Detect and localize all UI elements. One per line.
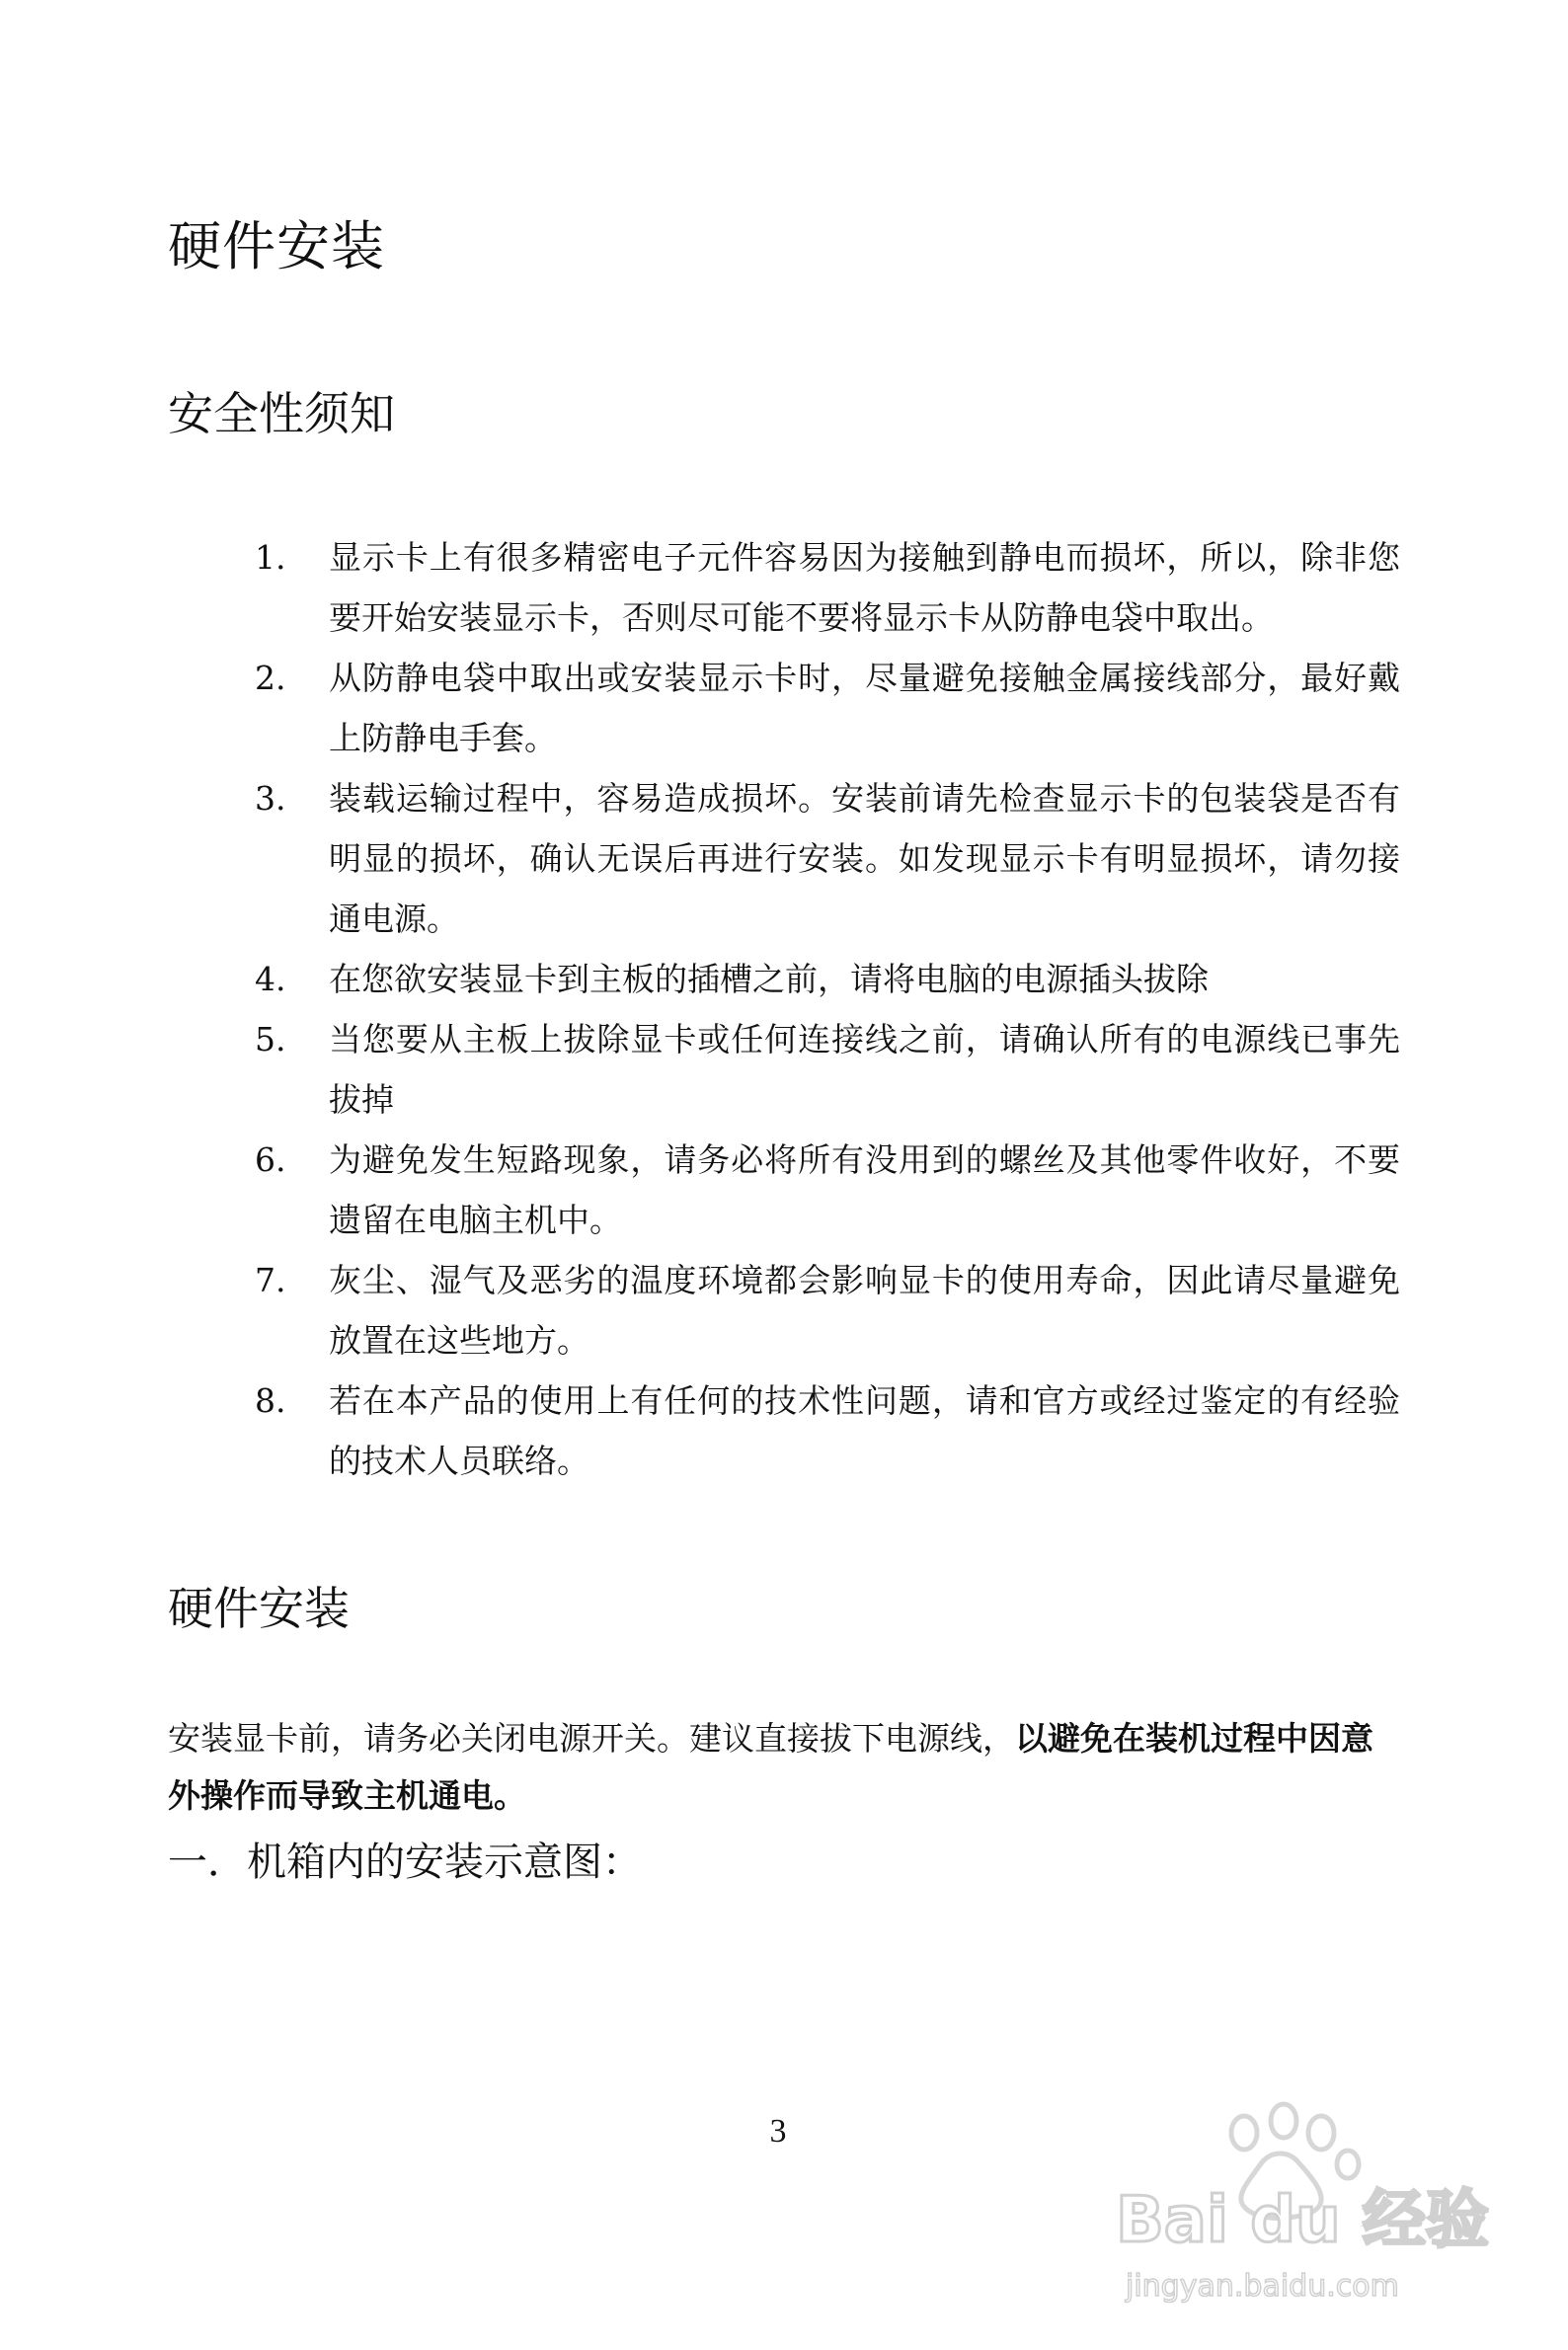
install-paragraph — [168, 1710, 1402, 1825]
list-item-number: 6. — [255, 1140, 286, 1179]
page-number: 3 — [769, 2113, 787, 2150]
watermark-url: jingyan.baidu.com — [1126, 2269, 1399, 2304]
watermark-brand: Bai du 经验 — [1116, 2184, 1489, 2257]
baidu-jingyan-watermark — [1096, 2093, 1491, 2320]
page-title: 硬件安装 — [168, 215, 385, 277]
list-item-text: 装载运输过程中，容易造成损坏。安装前请先检查显示卡的包装袋是否有明显的损坏，确认无误后再进行安装。如发现显示卡有明显损坏，请勿接通电源。 — [329, 779, 1400, 938]
list-item-number: 4. — [255, 960, 286, 998]
list-item-number: 2. — [255, 659, 286, 697]
list-item-number: 5. — [255, 1020, 286, 1058]
install-heading: 硬件安装 — [168, 1582, 350, 1635]
list-item-text: 在您欲安装显卡到主板的插槽之前，请将电脑的电源插头拔除 — [329, 960, 1209, 998]
list-item — [255, 1130, 1400, 1250]
list-item — [255, 949, 1400, 1009]
list-item — [255, 648, 1400, 768]
list-item — [255, 768, 1400, 949]
list-item — [255, 527, 1400, 648]
list-item-text: 显示卡上有很多精密电子元件容易因为接触到静电而损坏，所以，除非您要开始安装显示卡，否则尽可能不要将显示卡从防静电袋中取出。 — [329, 538, 1400, 637]
list-item-number: 3. — [255, 779, 286, 818]
safety-heading: 安全性须知 — [168, 387, 395, 440]
watermark-logo — [1096, 2093, 1491, 2320]
list-item — [255, 1250, 1400, 1371]
list-item-number: 8. — [255, 1381, 286, 1420]
list-item-text: 灰尘、湿气及恶劣的温度环境都会影响显卡的使用寿命，因此请尽量避免放置在这些地方。 — [329, 1261, 1400, 1360]
list-item-text: 为避免发生短路现象，请务必将所有没用到的螺丝及其他零件收好，不要遗留在电脑主机中。 — [329, 1140, 1400, 1239]
list-item-number: 7. — [255, 1261, 286, 1299]
list-item-text: 当您要从主板上拔除显卡或任何连接线之前，请确认所有的电源线已事先拔掉 — [329, 1020, 1400, 1119]
install-paragraph-bold: 以避免在装机过程中因意外操作而导致主机通电。 — [168, 1719, 1373, 1815]
install-paragraph-normal: 安装显卡前，请务必关闭电源开关。建议直接拔下电源线， — [168, 1719, 1015, 1758]
list-item-number: 1. — [255, 538, 286, 577]
list-item — [255, 1009, 1400, 1130]
list-item-text: 若在本产品的使用上有任何的技术性问题，请和官方或经过鉴定的有经验的技术人员联络。 — [329, 1381, 1400, 1480]
safety-list — [255, 527, 1400, 1491]
step-title: 一．机箱内的安装示意图： — [168, 1840, 642, 1885]
list-item — [255, 1371, 1400, 1491]
list-item-text: 从防静电袋中取出或安装显示卡时，尽量避免接触金属接线部分，最好戴上防静电手套。 — [329, 659, 1400, 757]
